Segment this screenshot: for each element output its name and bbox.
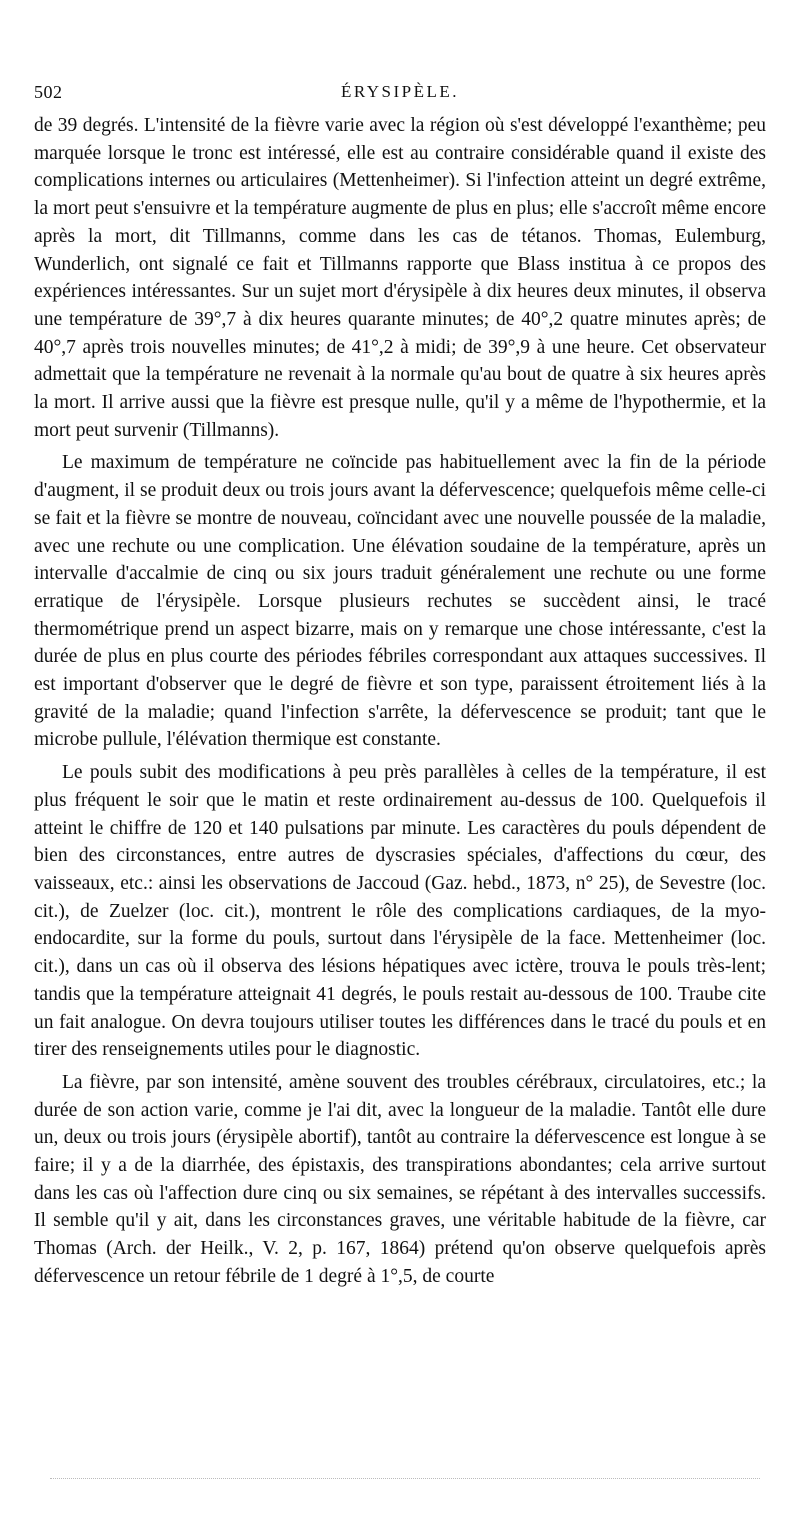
running-title: ÉRYSIPÈLE. <box>340 82 460 101</box>
paragraph-3: Le pouls subit des modifications à peu près parallèles à celles de la température, il est plus fréquent le soir que le matin et reste ordinairement au-dessus de 100. Quelquefois il atteint le chiffre de 120 et 140 pulsations par minute. Les caractères du pouls dépendent de bien des circonstances, entre autres de dyscrasies spéciales, d'affections du cœur, des vaisseaux, etc.: ainsi les observations de Jaccoud (Gaz. hebd., 1873, n° 25), de Sevestre (loc. cit.), de Zuelzer (loc. cit.), montrent le rôle des complications cardiaques, de la myo-endocardite, sur la forme du pouls, surtout dans l'érysipèle de la face. Mettenheimer (loc. cit.), dans un cas où il observa des lésions hépatiques avec ictère, trouva le pouls très-lent; tandis que la température atteignait 41 degrés, le pouls restait au-dessous de 100. Traube cite un fait analogue. On devra toujours utiliser toutes les différences dans le tracé du pouls et en tirer des renseignements utiles pour le diagnostic. <box>34 762 766 1061</box>
footer-dotted-rule <box>50 1478 760 1479</box>
paragraph-1: de 39 degrés. L'intensité de la fièvre varie avec la région où s'est développé l'exanthème; peu marquée lorsque le tronc est intéressé, elle est au contraire considérable quand il existe des complications internes ou articulaires (Mettenheimer). Si l'infection atteint un degré extrême, la mort peut s'ensuivre et la température augmente de plus en plus; elle s'accroît même encore après la mort, dit Tillmanns, comme dans les cas de tétanos. Thomas, Eulemburg, Wunderlich, ont signalé ce fait et Tillmanns rapporte que Blass institua à ce propos des expériences intéressantes. Sur un sujet mort d'érysipèle à dix heures deux minutes, il observa une température de 39°,7 à dix heures quarante minutes; de 40°,2 quatre minutes après; de 40°,7 après trois nouvelles minutes; de 41°,2 à midi; de 39°,9 à une heure. Cet observateur admettait que la température ne revenait à la normale qu'au bout de quatre à six heures après la mort. Il arrive aussi que la fièvre est presque nulle, qu'il y a même de l'hypothermie, et la mort peut survenir (Tillmanns). <box>34 115 766 441</box>
paragraph-2: Le maximum de température ne coïncide pas habituellement avec la fin de la période d'augment, il se produit deux ou trois jours avant la défervescence; quelquefois même celle-ci se fait et la fièvre se montre de nouveau, coïncidant avec une nouvelle poussée de la maladie, avec une rechute ou une complication. Une élévation soudaine de la température, après un intervalle d'accalmie de cinq ou six jours traduit généralement une rechute ou une forme erratique de l'érysipèle. Lorsque plusieurs rechutes se succèdent ainsi, le tracé thermométrique prend un aspect bizarre, mais on y remarque une chose intéressante, c'est la durée de plus en plus courte des périodes fébriles correspondant aux attaques successives. Il est important d'observer que le degré de fièvre et son type, paraissent étroitement liés à la gravité de la maladie; quand l'infection s'arrête, la défervescence se produit; tant que le microbe pullule, l'élévation thermique est constante. <box>34 452 766 751</box>
paragraph-4: La fièvre, par son intensité, amène souvent des troubles cérébraux, circulatoires, etc.; la durée de son action varie, comme je l'ai dit, avec la longueur de la maladie. Tantôt elle dure un, deux ou trois jours (érysipèle abortif), tantôt au contraire la défervescence est longue à se faire; il y a de la diarrhée, des épistaxis, des transpirations abondantes; cela arrive surtout dans les cas où l'affection dure cinq ou six semaines, se répétant à des intervalles successifs. Il semble qu'il y ait, dans les circonstances graves, une véritable habitude de la fièvre, car Thomas (Arch. der Heilk., V. 2, p. 167, 1864) prétend qu'on observe quelquefois après défervescence un retour fébrile de 1 degré à 1°,5, de courte <box>34 1071 766 1287</box>
running-head <box>34 82 766 106</box>
body-text <box>34 112 766 1296</box>
page-number: 502 <box>34 82 63 102</box>
